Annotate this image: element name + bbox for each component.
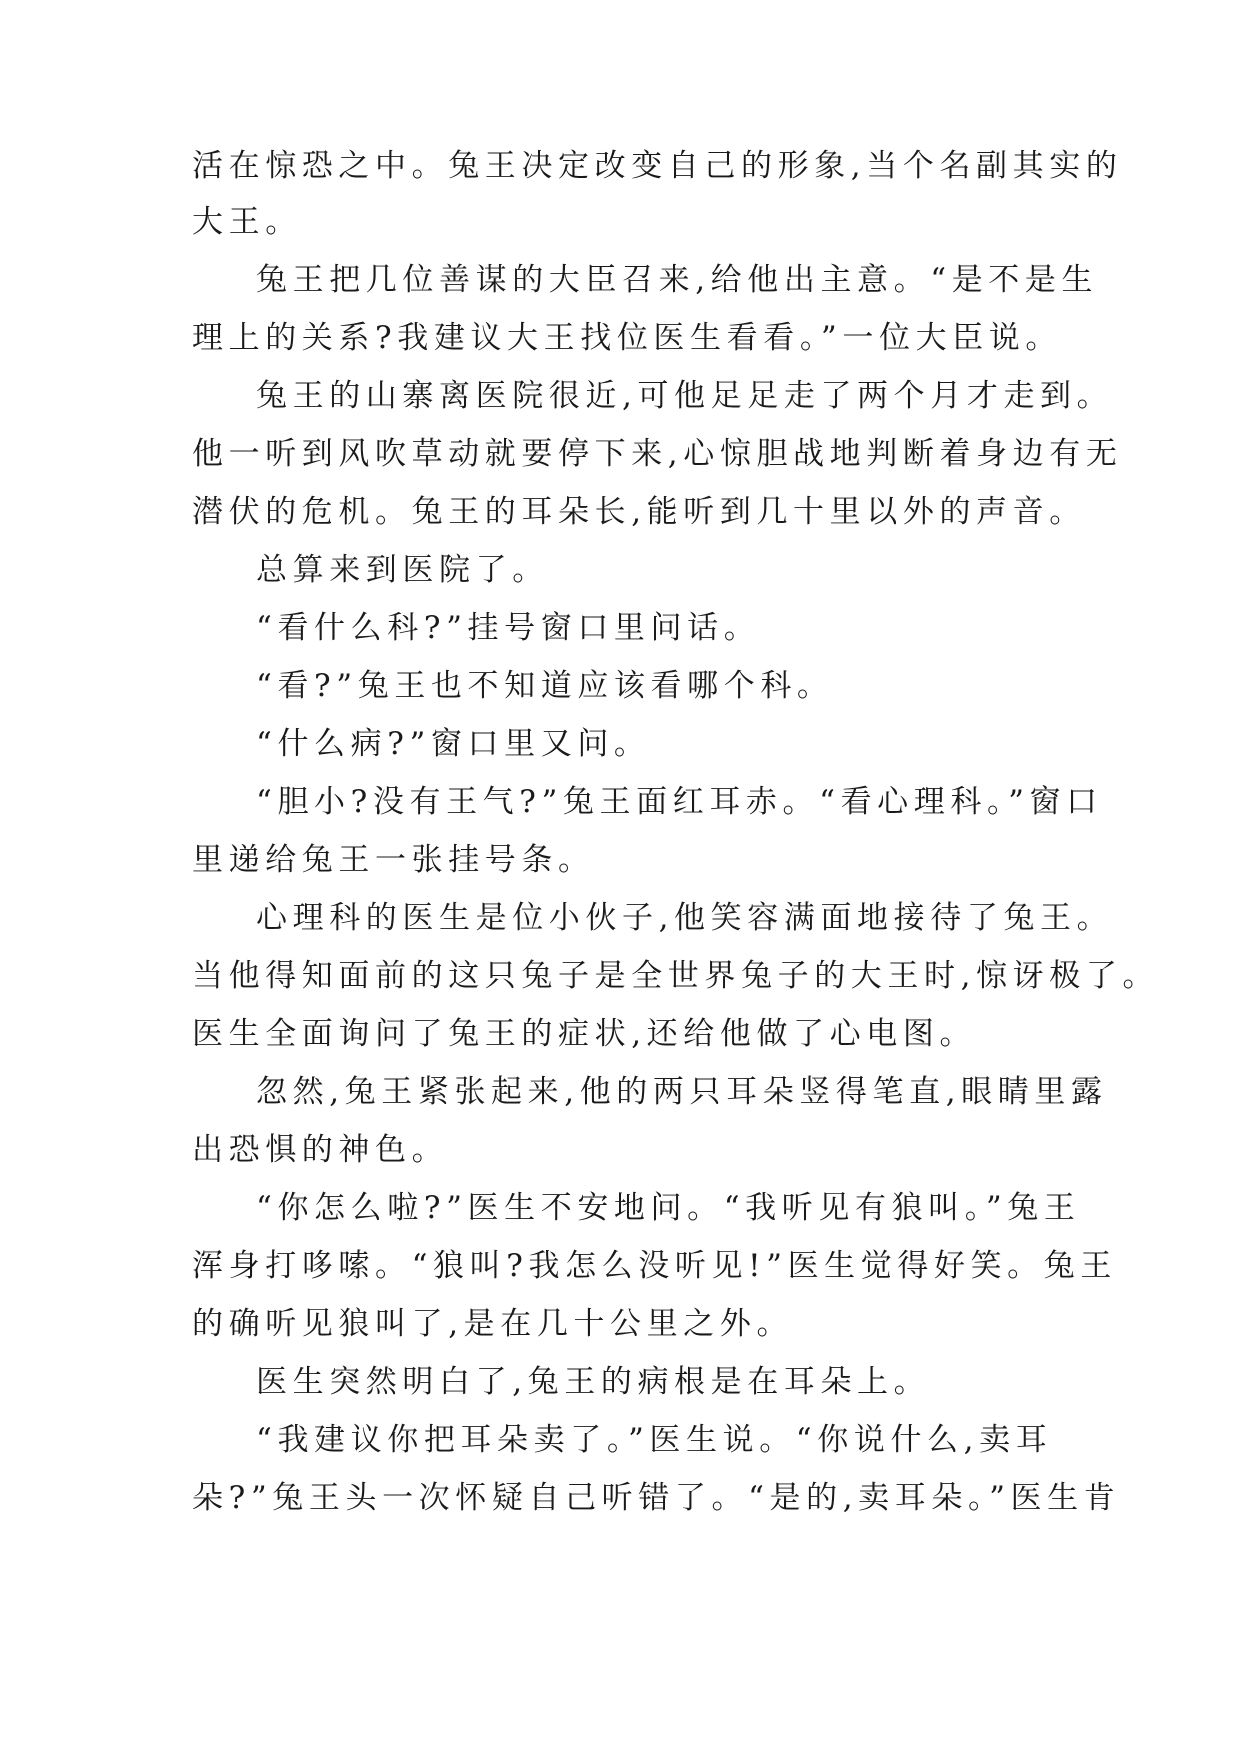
- text-line: “你怎么啦?”医生不安地问。“我听见有狼叫。”兔王: [256, 1190, 1081, 1226]
- text-line: “看什么科?”挂号窗口里问话。: [256, 610, 761, 646]
- text-line: 出恐惧的神色。: [192, 1132, 449, 1168]
- text-line: 大王。: [192, 204, 302, 240]
- text-line: “什么病?”窗口里又问。: [256, 726, 651, 762]
- text-line: 潜伏的危机。兔王的耳朵长,能听到几十里以外的声音。: [192, 494, 1086, 530]
- text-line: “胆小?没有王气?”兔王面红耳赤。“看心理科。”窗口: [256, 784, 1103, 820]
- text-line: 理上的关系?我建议大王找位医生看看。”一位大臣说。: [192, 320, 1062, 356]
- text-line: 兔王把几位善谋的大臣召来,给他出主意。“是不是生: [256, 262, 1099, 298]
- text-line: 活在惊恐之中。兔王决定改变自己的形象,当个名副其实的: [192, 148, 1123, 184]
- text-line: 浑身打哆嗦。“狼叫?我怎么没听见!”医生觉得好笑。兔王: [192, 1248, 1117, 1284]
- text-line: 朵?”兔王头一次怀疑自己听错了。“是的,卖耳朵。”医生肯: [192, 1480, 1121, 1516]
- text-line: 当他得知面前的这只兔子是全世界兔子的大王时,惊讶极了。: [192, 958, 1160, 994]
- text-line: “看?”兔王也不知道应该看哪个科。: [256, 668, 834, 704]
- text-line: 心理科的医生是位小伙子,他笑容满面地接待了兔王。: [256, 900, 1114, 936]
- text-line: 的确听见狼叫了,是在几十公里之外。: [192, 1306, 794, 1342]
- text-line: 忽然,兔王紧张起来,他的两只耳朵竖得笔直,眼睛里露: [256, 1074, 1108, 1110]
- text-line: 他一听到风吹草动就要停下来,心惊胆战地判断着身边有无: [192, 436, 1123, 472]
- text-line: 兔王的山寨离医院很近,可他足足走了两个月才走到。: [256, 378, 1114, 414]
- text-line: 医生突然明白了,兔王的病根是在耳朵上。: [256, 1364, 931, 1400]
- text-line: 医生全面询问了兔王的症状,还给他做了心电图。: [192, 1016, 977, 1052]
- text-line: “我建议你把耳朵卖了。”医生说。“你说什么,卖耳: [256, 1422, 1053, 1458]
- text-line: 里递给兔王一张挂号条。: [192, 842, 595, 878]
- text-line: 总算来到医院了。: [256, 552, 549, 588]
